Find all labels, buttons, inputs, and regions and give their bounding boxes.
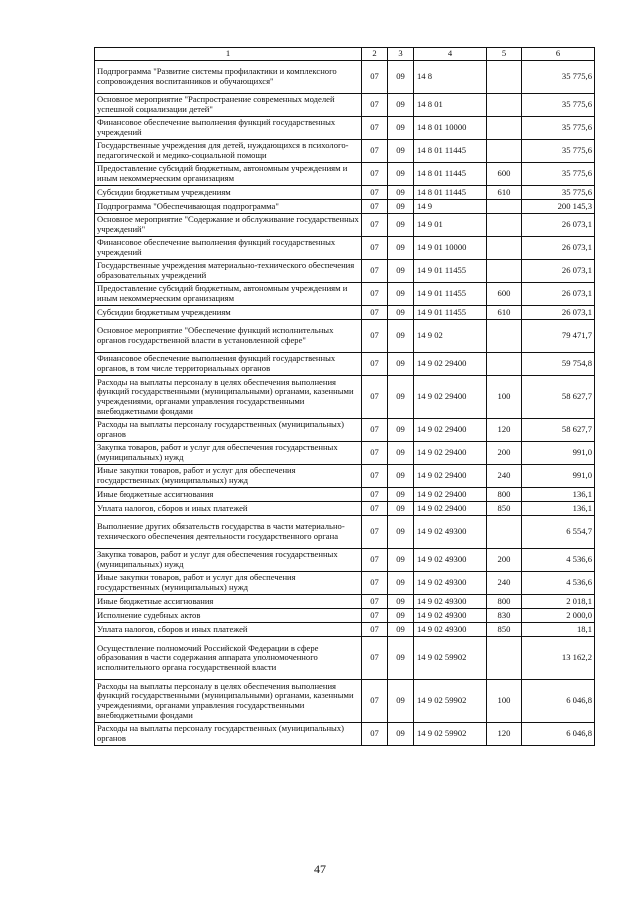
row-expense-type: 200 [487,442,522,465]
table-row [95,516,595,549]
row-section: 07 [362,163,388,186]
row-subsection: 09 [388,572,414,595]
header-col-4: 4 [414,48,487,61]
row-name: Финансовое обеспечение выполнения функций государственных органов, в том числе территориальных органов [95,353,362,376]
table-row [95,306,595,320]
row-target-code: 14 8 01 10000 [414,117,487,140]
row-subsection: 09 [388,200,414,214]
header-col-6: 6 [522,48,595,61]
row-target-code: 14 9 02 29400 [414,442,487,465]
table-header-row [95,48,595,61]
header-col-2: 2 [362,48,388,61]
row-section: 07 [362,376,388,419]
row-name: Подпрограмма "Развитие системы профилактики и комплексного сопровождения воспитанников и обучающихся" [95,61,362,94]
row-expense-type [487,320,522,353]
row-subsection: 09 [388,376,414,419]
row-section: 07 [362,237,388,260]
row-expense-type [487,61,522,94]
row-subsection: 09 [388,163,414,186]
row-subsection: 09 [388,306,414,320]
table-row [95,623,595,637]
budget-table [94,47,595,746]
row-subsection: 09 [388,595,414,609]
row-subsection: 09 [388,419,414,442]
row-section: 07 [362,140,388,163]
row-amount: 26 073,1 [522,260,595,283]
row-name: Закупка товаров, работ и услуг для обеспечения государственных (муниципальных) нужд [95,442,362,465]
row-amount: 35 775,6 [522,117,595,140]
row-target-code: 14 8 01 11445 [414,140,487,163]
row-target-code: 14 9 01 [414,214,487,237]
table-row [95,94,595,117]
row-name: Расходы на выплаты персоналу государственных (муниципальных) органов [95,723,362,746]
row-expense-type [487,117,522,140]
row-target-code: 14 9 02 [414,320,487,353]
row-name: Иные бюджетные ассигнования [95,595,362,609]
table-row [95,200,595,214]
row-target-code: 14 9 02 29400 [414,502,487,516]
row-subsection: 09 [388,237,414,260]
row-section: 07 [362,680,388,723]
row-name: Субсидии бюджетным учреждениям [95,306,362,320]
row-expense-type: 850 [487,623,522,637]
row-section: 07 [362,94,388,117]
row-expense-type: 100 [487,376,522,419]
row-name: Уплата налогов, сборов и иных платежей [95,502,362,516]
row-name: Финансовое обеспечение выполнения функций государственных учреждений [95,237,362,260]
row-expense-type: 240 [487,572,522,595]
row-target-code: 14 8 01 [414,94,487,117]
table-row [95,237,595,260]
row-section: 07 [362,488,388,502]
table-row [95,61,595,94]
row-subsection: 09 [388,320,414,353]
row-subsection: 09 [388,465,414,488]
row-name: Основное мероприятие "Распространение современных моделей успешной социализации детей" [95,94,362,117]
row-name: Предоставление субсидий бюджетным, автономным учреждениям и иным некоммерческим организациям [95,163,362,186]
row-subsection: 09 [388,61,414,94]
row-target-code: 14 9 02 29400 [414,488,487,502]
table-row [95,283,595,306]
row-amount: 35 775,6 [522,186,595,200]
header-col-3: 3 [388,48,414,61]
row-amount: 35 775,6 [522,140,595,163]
row-expense-type: 600 [487,163,522,186]
table-row [95,353,595,376]
row-target-code: 14 9 02 59902 [414,680,487,723]
row-target-code: 14 9 02 29400 [414,376,487,419]
row-amount: 991,0 [522,442,595,465]
row-expense-type: 800 [487,595,522,609]
row-name: Расходы на выплаты персоналу в целях обеспечения выполнения функций государственными (муниципальными) органами, казенными учреждениями, органами управления государственными внебюджетными фондами [95,376,362,419]
row-section: 07 [362,117,388,140]
row-subsection: 09 [388,516,414,549]
row-name: Иные бюджетные ассигнования [95,488,362,502]
row-amount: 18,1 [522,623,595,637]
row-section: 07 [362,595,388,609]
row-expense-type: 610 [487,306,522,320]
row-section: 07 [362,200,388,214]
row-amount: 6 046,8 [522,680,595,723]
table-row [95,465,595,488]
row-target-code: 14 9 [414,200,487,214]
row-section: 07 [362,186,388,200]
row-section: 07 [362,442,388,465]
row-section: 07 [362,260,388,283]
table-row [95,140,595,163]
row-expense-type [487,237,522,260]
budget-table-page [94,47,594,746]
table-row [95,214,595,237]
row-amount: 58 627,7 [522,376,595,419]
page-number: 47 [314,862,326,876]
row-section: 07 [362,637,388,680]
row-expense-type: 600 [487,283,522,306]
row-subsection: 09 [388,214,414,237]
row-expense-type [487,200,522,214]
row-name: Расходы на выплаты персоналу в целях обеспечения выполнения функций государственными (муниципальными) органами, казенными учреждениями, органами управления государственными внебюджетными фондами [95,680,362,723]
row-name: Основное мероприятие "Содержание и обслуживание государственных учреждений" [95,214,362,237]
header-col-1: 1 [95,48,362,61]
row-target-code: 14 9 02 49300 [414,595,487,609]
row-section: 07 [362,61,388,94]
table-row [95,572,595,595]
row-target-code: 14 8 01 11445 [414,163,487,186]
row-target-code: 14 9 02 49300 [414,549,487,572]
row-subsection: 09 [388,260,414,283]
table-row [95,442,595,465]
row-target-code: 14 9 02 59902 [414,723,487,746]
row-name: Государственные учреждения материально-технического обеспечения образовательных учреждений [95,260,362,283]
row-amount: 13 162,2 [522,637,595,680]
row-target-code: 14 9 01 11455 [414,283,487,306]
row-amount: 6 046,8 [522,723,595,746]
row-subsection: 09 [388,353,414,376]
row-amount: 58 627,7 [522,419,595,442]
row-target-code: 14 9 01 11455 [414,260,487,283]
row-section: 07 [362,306,388,320]
table-row [95,609,595,623]
row-section: 07 [362,320,388,353]
row-amount: 26 073,1 [522,237,595,260]
row-subsection: 09 [388,117,414,140]
row-amount: 991,0 [522,465,595,488]
row-name: Подпрограмма "Обеспечивающая подпрограмма" [95,200,362,214]
row-subsection: 09 [388,549,414,572]
row-section: 07 [362,283,388,306]
row-name: Предоставление субсидий бюджетным, автономным учреждениям и иным некоммерческим организациям [95,283,362,306]
row-name: Расходы на выплаты персоналу государственных (муниципальных) органов [95,419,362,442]
row-target-code: 14 9 01 10000 [414,237,487,260]
row-amount: 26 073,1 [522,306,595,320]
row-amount: 6 554,7 [522,516,595,549]
table-row [95,549,595,572]
row-expense-type: 120 [487,419,522,442]
row-amount: 136,1 [522,488,595,502]
row-expense-type [487,260,522,283]
table-row [95,320,595,353]
table-row [95,723,595,746]
row-expense-type: 850 [487,502,522,516]
table-row [95,186,595,200]
row-subsection: 09 [388,609,414,623]
row-name: Иные закупки товаров, работ и услуг для обеспечения государственных (муниципальных) нужд [95,572,362,595]
row-subsection: 09 [388,488,414,502]
row-amount: 59 754,8 [522,353,595,376]
row-section: 07 [362,419,388,442]
row-expense-type: 610 [487,186,522,200]
row-expense-type: 800 [487,488,522,502]
row-section: 07 [362,353,388,376]
table-row [95,637,595,680]
row-target-code: 14 9 02 59902 [414,637,487,680]
row-name: Осуществление полномочий Российской Федерации в сфере образования в части содержания аппарата уполномоченного исполнительного органа государственной власти [95,637,362,680]
row-expense-type: 830 [487,609,522,623]
row-expense-type: 240 [487,465,522,488]
row-amount: 35 775,6 [522,61,595,94]
row-expense-type: 200 [487,549,522,572]
table-row [95,376,595,419]
row-name: Субсидии бюджетным учреждениям [95,186,362,200]
row-subsection: 09 [388,140,414,163]
row-expense-type [487,94,522,117]
table-row [95,488,595,502]
row-amount: 2 018,1 [522,595,595,609]
row-amount: 4 536,6 [522,572,595,595]
table-row [95,117,595,140]
row-subsection: 09 [388,623,414,637]
row-target-code: 14 9 02 29400 [414,465,487,488]
row-expense-type [487,140,522,163]
row-subsection: 09 [388,680,414,723]
row-amount: 79 471,7 [522,320,595,353]
row-expense-type [487,214,522,237]
table-row [95,680,595,723]
row-section: 07 [362,723,388,746]
row-target-code: 14 8 [414,61,487,94]
table-row [95,595,595,609]
table-row [95,163,595,186]
row-target-code: 14 9 02 49300 [414,609,487,623]
row-amount: 4 536,6 [522,549,595,572]
row-subsection: 09 [388,186,414,200]
row-target-code: 14 9 01 11455 [414,306,487,320]
row-section: 07 [362,465,388,488]
row-name: Выполнение других обязательств государства в части материально-технического обеспечения деятельности государственного органа [95,516,362,549]
row-expense-type: 100 [487,680,522,723]
table-row [95,502,595,516]
row-expense-type [487,637,522,680]
row-amount: 200 145,3 [522,200,595,214]
row-section: 07 [362,214,388,237]
row-amount: 35 775,6 [522,94,595,117]
row-name: Закупка товаров, работ и услуг для обеспечения государственных (муниципальных) нужд [95,549,362,572]
row-amount: 26 073,1 [522,283,595,306]
row-section: 07 [362,516,388,549]
row-expense-type [487,516,522,549]
row-amount: 2 000,0 [522,609,595,623]
row-amount: 35 775,6 [522,163,595,186]
header-col-5: 5 [487,48,522,61]
row-subsection: 09 [388,283,414,306]
row-target-code: 14 9 02 29400 [414,419,487,442]
row-section: 07 [362,502,388,516]
row-target-code: 14 9 02 49300 [414,623,487,637]
row-target-code: 14 8 01 11445 [414,186,487,200]
row-name: Основное мероприятие "Обеспечение функций исполнительных органов государственной власти в установленной сфере" [95,320,362,353]
row-section: 07 [362,623,388,637]
row-name: Иные закупки товаров, работ и услуг для обеспечения государственных (муниципальных) нужд [95,465,362,488]
row-expense-type [487,353,522,376]
row-amount: 136,1 [522,502,595,516]
row-subsection: 09 [388,723,414,746]
row-subsection: 09 [388,442,414,465]
row-expense-type: 120 [487,723,522,746]
row-name: Уплата налогов, сборов и иных платежей [95,623,362,637]
row-section: 07 [362,549,388,572]
row-target-code: 14 9 02 49300 [414,516,487,549]
row-name: Исполнение судебных актов [95,609,362,623]
row-section: 07 [362,609,388,623]
table-row [95,419,595,442]
row-section: 07 [362,572,388,595]
row-subsection: 09 [388,637,414,680]
row-name: Государственные учреждения для детей, нуждающихся в психолого-педагогической и медико-социальной помощи [95,140,362,163]
row-target-code: 14 9 02 49300 [414,572,487,595]
row-target-code: 14 9 02 29400 [414,353,487,376]
row-amount: 26 073,1 [522,214,595,237]
table-row [95,260,595,283]
row-subsection: 09 [388,502,414,516]
row-name: Финансовое обеспечение выполнения функций государственных учреждений [95,117,362,140]
row-subsection: 09 [388,94,414,117]
